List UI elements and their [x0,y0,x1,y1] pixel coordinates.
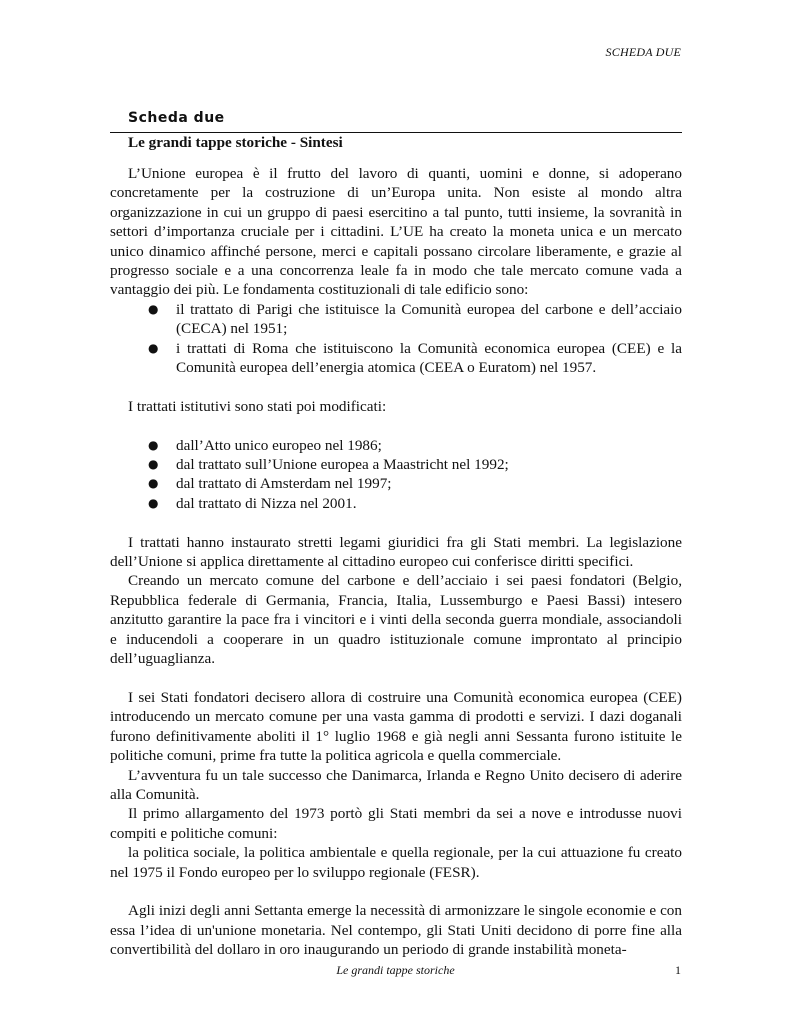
list-item: ● dal trattato di Nizza nel 2001. [148,494,357,512]
paragraph-first-enlargement: Il primo allargamento del 1973 portò gli Stati membri da sei a nove e introdusse nuovi compiti e politiche comuni: [110,805,682,842]
paragraph-legal-links: I trattati hanno instaurato stretti legami giuridici fra gli Stati membri. La legislazione dell’Unione si applica direttamente al cittadino europeo cui conferisce diritti specifici. [110,533,682,571]
bullet-icon: ● [148,301,159,316]
paragraph-founders: Creando un mercato comune del carbone e dell’acciaio i sei paesi fondatori (Belgio, Repubblica federale di Germania, Francia, Italia, Lussemburgo e Paesi Bassi) intesero anzitutto garantire la pace fra i vincitori e i vinti della seconda guerra mondiale, associandoli e inducendoli a cooperare in un quadro istituzionale comune improntato al principio dell’uguaglianza. [110,572,682,668]
founding-treaties-list [110,300,682,378]
bullet-icon: ● [148,457,159,472]
bullet-icon: ● [148,476,159,491]
running-header: SCHEDA DUE [605,45,681,59]
paragraph-enlargement: L’avventura fu un tale successo che Danimarca, Irlanda e Regno Unito decisero di aderire alla Comunità. [110,766,682,803]
bullet-icon: ● [148,340,159,355]
list-item: ● dal trattato sull’Unione europea a Maastricht nel 1992; [148,456,509,474]
amending-treaties-list [110,436,682,514]
paragraph-monetary: Agli inizi degli anni Settanta emerge la necessità di armonizzare le singole economie e con essa l’idea di un'unione monetaria. Nel contempo, gli Stati Uniti decidono di porre fine alla convertibilità del dollaro in oro inaugurando un periodo di grande instabilità moneta- [110,902,682,959]
list-item: ● dal trattato di Amsterdam nel 1997; [148,475,392,493]
bullet-icon: ● [148,437,159,452]
list-item: ● dall’Atto unico europeo nel 1986; [148,436,382,454]
bullet-icon: ● [148,495,159,510]
section-subtitle: Le grandi tappe storiche - Sintesi [128,134,343,151]
paragraph-policies: la politica sociale, la politica ambientale e quella regionale, per la cui attuazione fu creato nel 1975 il Fondo europeo per lo sviluppo regionale (FESR). [110,844,682,881]
document-body [110,108,682,960]
list-item: ● i trattati di Roma che istituiscono la Comunità economica europea (CEE) e la Comunità europea dell’energia atomica (CEEA o Euratom) nel 1957. [148,339,682,377]
section-title: Scheda due [128,110,225,126]
list-item: ● il trattato di Parigi che istituisce la Comunità europea del carbone e dell’acciaio (CECA) nel 1951; [148,300,682,338]
page-number: 1 [675,963,681,977]
paragraph-modifications: I trattati istitutivi sono stati poi modificati: [128,397,387,415]
paragraph-cee: I sei Stati fondatori decisero allora di costruire una Comunità economica europea (CEE) introducendo un mercato comune per una vasta gamma di prodotti e servizi. I dazi doganali furono definitivamente aboliti il 1° luglio 1968 e già negli anni Sessanta furono istituite le politiche comuni, prime fra tutte la politica agricola e quella commerciale. [110,688,682,765]
running-footer: Le grandi tappe storiche [336,963,455,977]
paragraph-intro: L’Unione europea è il frutto del lavoro di quanti, uomini e donne, si adoperano concretamente per la costruzione di un’Europa unita. Non esiste al mondo altra organizzazione in cui un gruppo di paesi esercitino a tal punto, tutti insieme, la sovranità in settori d’importanza cruciale per i cittadini. L’UE ha creato la moneta unica e un mercato unico dinamico affinché persone, merci e capitali possano circolare liberamente, e grazie al progresso sociale e a una concorrenza leale fa in modo che tale mercato comune vada a vantaggio dei più. Le fondamenta costituzionali di tale edificio sono: [110,165,682,299]
